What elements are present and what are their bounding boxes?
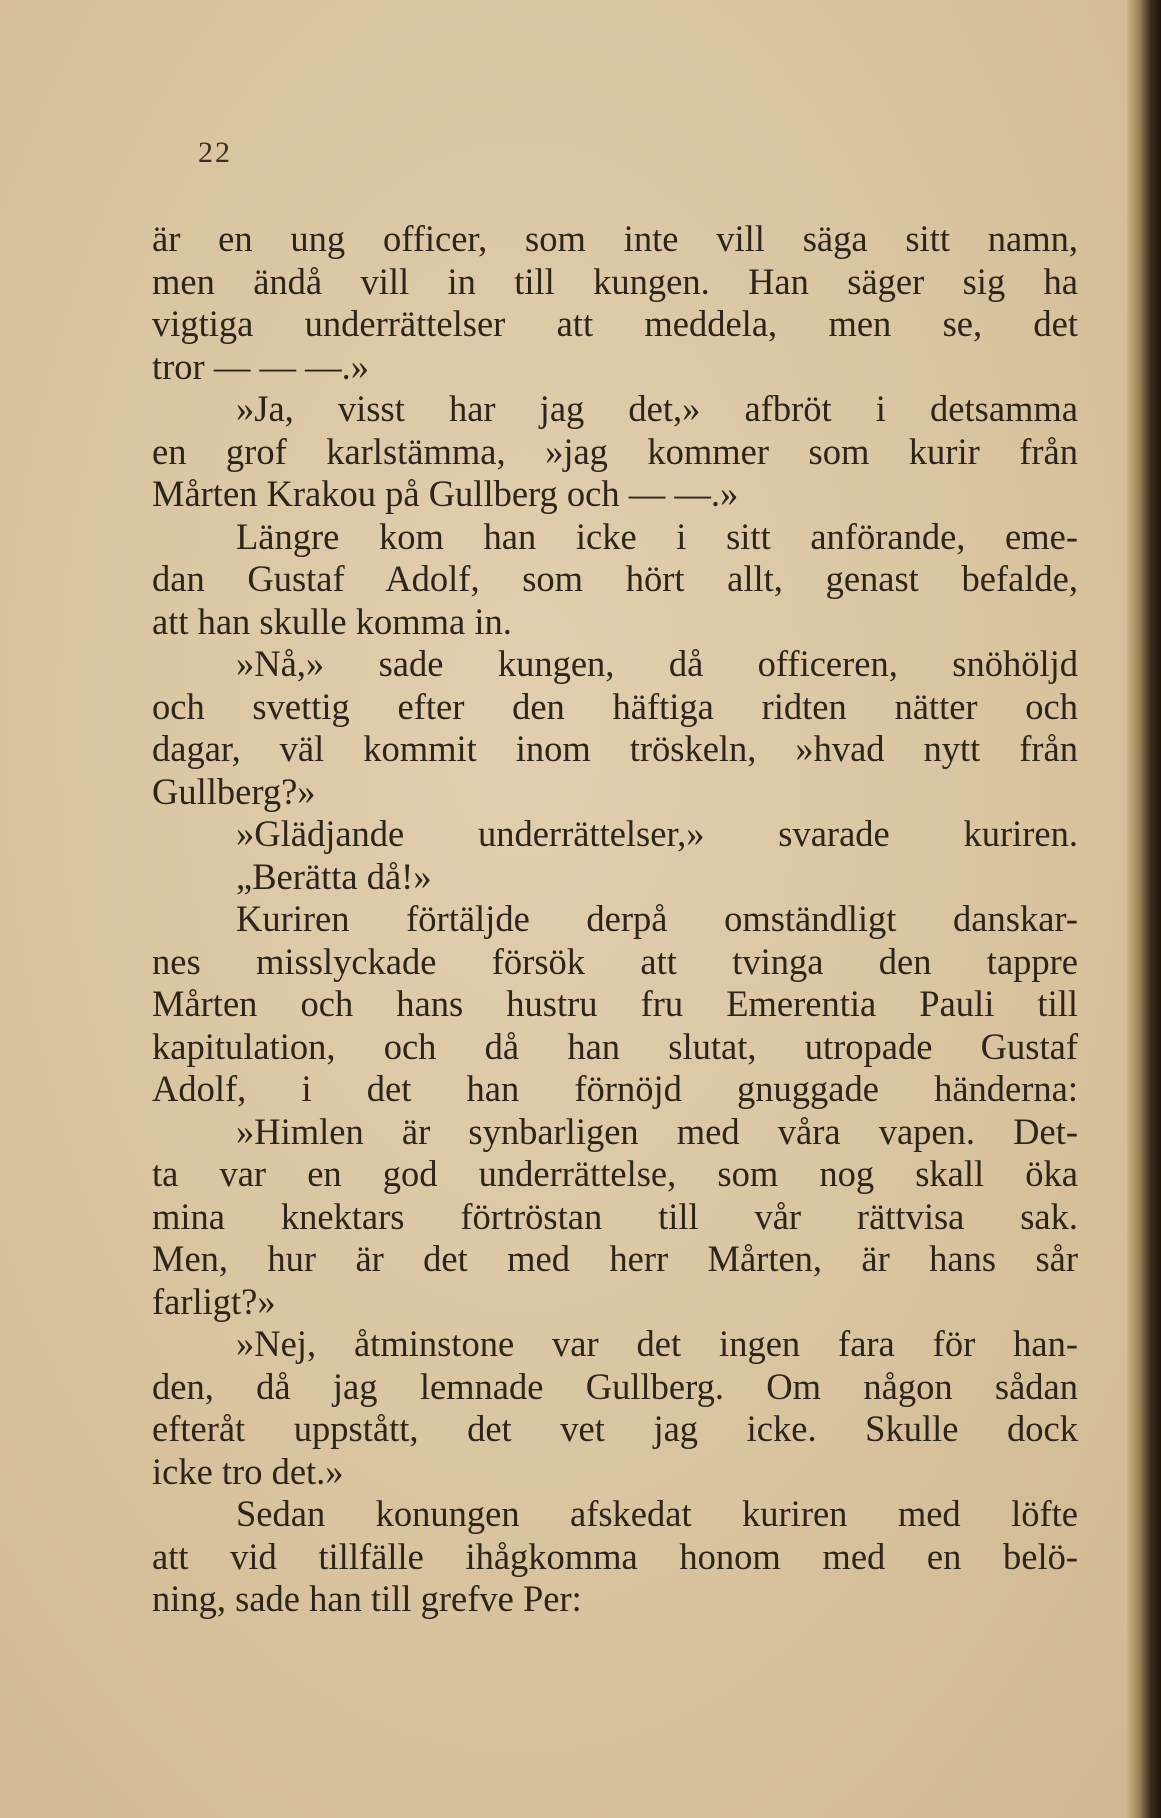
- text-line: icke tro det.»: [152, 1450, 344, 1492]
- text-line: vigtiga underrättelser att meddela, men se, det: [152, 303, 1078, 344]
- text-line: „Berätta då!»: [236, 855, 432, 897]
- text-line: men ändå vill in till kungen. Han säger sig ha: [152, 260, 1078, 302]
- text-line: Men, hur är det med herr Mårten, är hans sår: [152, 1238, 1078, 1279]
- text-line: »Nej, åtminstone var det ingen fara för han-: [236, 1323, 1078, 1364]
- text-line: farligt?»: [152, 1280, 276, 1322]
- text-line: dan Gustaf Adolf, som hört allt, genast befalde,: [152, 558, 1078, 599]
- text-line: nes misslyckade försök att tvinga den tappre: [152, 940, 1078, 982]
- text-line: efteråt uppstått, det vet jag icke. Skulle dock: [152, 1408, 1078, 1449]
- text-line: tror — — —.»: [152, 345, 369, 387]
- text-line: den, då jag lemnade Gullberg. Om någon sådan: [152, 1365, 1078, 1407]
- text-line: Kuriren förtäljde derpå omständligt danskar-: [236, 898, 1078, 939]
- text-line: en grof karlstämma, »jag kommer som kurir från: [152, 430, 1078, 472]
- page-binding-edge: [1127, 0, 1161, 1818]
- text-line: »Ja, visst har jag det,» afbröt i detsamma: [236, 388, 1078, 429]
- text-line: ta var en god underrättelse, som nog skall öka: [152, 1153, 1078, 1194]
- text-line: »Nå,» sade kungen, då officeren, snöhöljd: [236, 643, 1078, 684]
- text-line: Mårten Krakou på Gullberg och — —.»: [152, 473, 739, 514]
- text-line: Mårten och hans hustru fru Emerentia Pauli till: [152, 983, 1078, 1024]
- text-line: »Glädjande underrättelser,» svarade kuriren.: [236, 813, 1078, 854]
- text-line: Sedan konungen afskedat kuriren med löfte: [236, 1493, 1078, 1534]
- text-line: Längre kom han icke i sitt anförande, eme-: [236, 515, 1078, 557]
- text-line: kapitulation, och då han slutat, utropade Gustaf: [152, 1025, 1078, 1067]
- body-text: [152, 218, 1078, 1621]
- text-line: mina knektars förtröstan till vår rättvisa sak.: [152, 1195, 1078, 1237]
- page-number: 22: [198, 136, 232, 169]
- text-line: dagar, väl kommit inom tröskeln, »hvad nytt från: [152, 728, 1078, 769]
- text-line: »Himlen är synbarligen med våra vapen. Det-: [236, 1110, 1078, 1152]
- text-line: och svettig efter den häftiga ridten nätter och: [152, 685, 1078, 727]
- text-line: Adolf, i det han förnöjd gnuggade händerna:: [152, 1068, 1078, 1109]
- text-line: ning, sade han till grefve Per:: [152, 1578, 582, 1619]
- text-line: är en ung officer, som inte vill säga sitt namn,: [152, 218, 1078, 259]
- text-line: att han skulle komma in.: [152, 600, 512, 642]
- text-line: Gullberg?»: [152, 770, 316, 812]
- text-line: att vid tillfälle ihågkomma honom med en belö-: [152, 1535, 1078, 1577]
